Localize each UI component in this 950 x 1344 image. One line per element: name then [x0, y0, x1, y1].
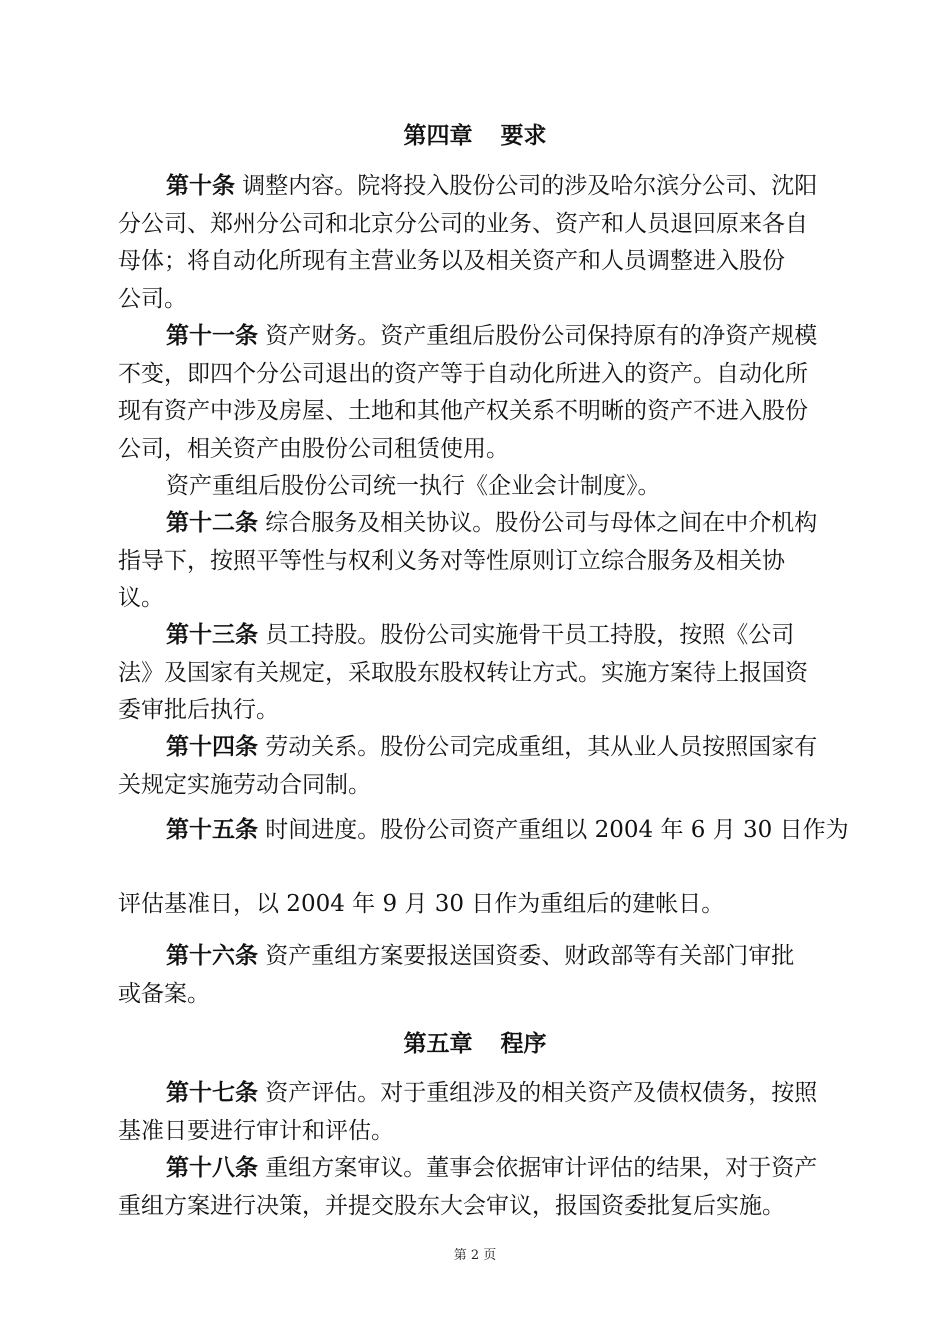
article-15-label: 第十五条 — [166, 817, 258, 843]
article-11 — [118, 318, 838, 468]
article-18-line-2: 重组方案进行决策，并提交股东大会审议，报国资委批复后实施。 — [118, 1192, 785, 1219]
page-number: 第 2 页 — [453, 1248, 497, 1263]
article-14 — [118, 729, 838, 804]
article-14-label: 第十四条 — [166, 734, 258, 760]
article-11-line-1: 资产财务。资产重组后股份公司保持原有的净资产规模 — [258, 323, 818, 349]
article-15-line-2: 评估基准日，以 2004 年 9 月 30 日作为重组后的建帐日。 — [118, 891, 725, 917]
article-13-line-3: 委审批后执行。 — [118, 697, 279, 723]
article-11-supplement-line: 资产重组后股份公司统一执行《企业会计制度》。 — [166, 473, 661, 499]
article-17-line-1: 资产评估。对于重组涉及的相关资产及债权债务，按照 — [258, 1080, 818, 1106]
article-10-line-3: 母体；将自动化所现有主营业务以及相关资产和人员调整进入股份 — [118, 248, 785, 274]
article-10-label: 第十条 — [166, 173, 235, 199]
article-15-line-1: 时间进度。股份公司资产重组以 2004 年 6 月 30 日作为 — [258, 817, 849, 843]
article-10-line-1: 调整内容。院将投入股份公司的涉及哈尔滨分公司、沈阳 — [235, 173, 818, 199]
article-11-line-3: 现有资产中涉及房屋、土地和其他产权关系不明晰的资产不进入股份 — [118, 398, 808, 424]
article-14-line-1: 劳动关系。股份公司完成重组，其从业人员按照国家有 — [258, 734, 818, 760]
article-16-label: 第十六条 — [166, 943, 258, 969]
article-15-part-1 — [118, 812, 849, 850]
article-12 — [118, 505, 838, 618]
article-15-part-2 — [118, 886, 838, 924]
article-18 — [118, 1150, 838, 1225]
article-13-line-1: 员工持股。股份公司实施骨干员工持股，按照《公司 — [258, 622, 795, 648]
article-17 — [118, 1075, 838, 1150]
article-13 — [118, 617, 838, 730]
article-12-label: 第十二条 — [166, 510, 258, 536]
article-11-line-2: 不变，即四个分公司退出的资产等于自动化所进入的资产。自动化所 — [118, 360, 808, 387]
chapter-4-number: 第四章 — [403, 123, 473, 149]
article-10-line-2: 分公司、郑州分公司和北京分公司的业务、资产和人员退回原来各自 — [118, 210, 808, 237]
article-17-line-2: 基准日要进行审计和评估。 — [118, 1117, 394, 1144]
chapter-5-number: 第五章 — [403, 1031, 473, 1057]
article-13-label: 第十三条 — [166, 622, 258, 648]
article-12-line-2: 指导下，按照平等性与权利义务对等性原则订立综合服务及相关协 — [118, 547, 785, 574]
article-10-line-4: 公司。 — [118, 285, 187, 312]
article-16-line-2: 或备案。 — [118, 980, 210, 1007]
chapter-4-title: 要求 — [500, 123, 547, 149]
article-18-line-1: 重组方案审议。董事会依据审计评估的结果，对于资产 — [258, 1155, 818, 1181]
article-14-line-2: 关规定实施劳动合同制。 — [118, 771, 371, 798]
article-13-line-2: 法》及国家有关规定，采取股东股权转让方式。实施方案待上报国资 — [118, 659, 808, 686]
article-12-line-3: 议。 — [118, 585, 164, 611]
chapter-5-heading — [0, 1030, 950, 1058]
article-16 — [118, 938, 838, 1013]
chapter-5-title: 程序 — [500, 1031, 547, 1057]
article-10 — [118, 168, 838, 318]
article-17-label: 第十七条 — [166, 1080, 258, 1106]
article-11-supplement — [118, 468, 838, 506]
article-12-line-1: 综合服务及相关协议。股份公司与母体之间在中介机构 — [258, 510, 818, 536]
article-11-label: 第十一条 — [166, 323, 258, 349]
article-11-line-4: 公司，相关资产由股份公司租赁使用。 — [118, 435, 509, 462]
article-18-label: 第十八条 — [166, 1155, 258, 1181]
chapter-4-heading — [0, 122, 950, 150]
article-16-line-1: 资产重组方案要报送国资委、财政部等有关部门审批 — [258, 943, 795, 969]
